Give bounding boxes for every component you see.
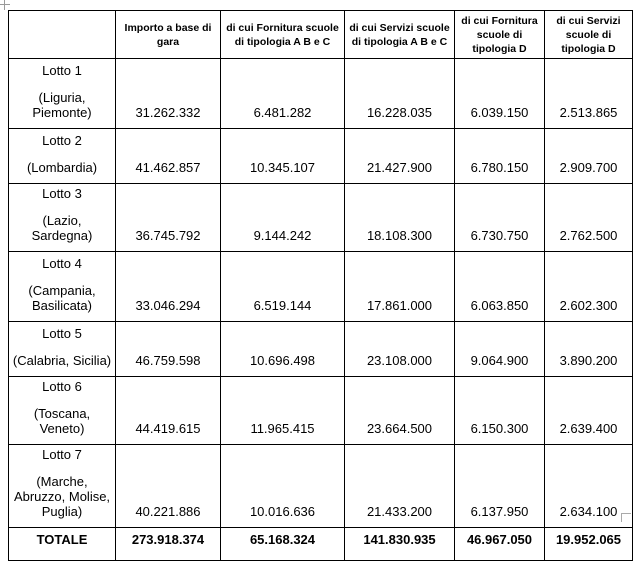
total-value-cell: 141.830.935 <box>345 528 455 561</box>
lotto-name: Lotto 3 <box>42 186 82 201</box>
value-cell: 2.634.100 <box>545 445 633 528</box>
value-cell: 2.602.300 <box>545 252 633 322</box>
table-row-totale <box>9 528 633 561</box>
column-header-importo: Importo a base di gara <box>116 11 221 59</box>
value-cell: 9.064.900 <box>455 322 545 377</box>
value-cell: 46.759.598 <box>116 322 221 377</box>
empty-header-cell <box>9 11 116 59</box>
lotto-name: Lotto 6 <box>42 379 82 394</box>
value-cell: 6.137.950 <box>455 445 545 528</box>
table-row-lotto-5 <box>9 322 633 377</box>
value-cell: 10.345.107 <box>221 129 345 184</box>
value-cell: 6.730.750 <box>455 184 545 252</box>
value-cell: 9.144.242 <box>221 184 345 252</box>
value-cell: 2.513.865 <box>545 59 633 129</box>
value-cell: 3.890.200 <box>545 322 633 377</box>
value-cell: 23.664.500 <box>345 377 455 445</box>
value-cell: 2.909.700 <box>545 129 633 184</box>
column-header-fornitura-d: di cui Fornitura scuole di tipologia D <box>455 11 545 59</box>
lotto-name: Lotto 4 <box>42 256 82 271</box>
table-anchor-mark <box>0 0 10 10</box>
value-cell: 41.462.857 <box>116 129 221 184</box>
total-value-cell: 65.168.324 <box>221 528 345 561</box>
value-cell: 17.861.000 <box>345 252 455 322</box>
value-cell: 21.433.200 <box>345 445 455 528</box>
value-cell: 2.762.500 <box>545 184 633 252</box>
value-cell: 23.108.000 <box>345 322 455 377</box>
lotto-label-cell <box>9 184 116 252</box>
value-cell: 21.427.900 <box>345 129 455 184</box>
lotto-regions: (Campania, Basilicata) <box>28 283 96 313</box>
column-header-servizi-abc: di cui Servizi scuole di tipologia A B e C <box>345 11 455 59</box>
value-cell: 40.221.886 <box>116 445 221 528</box>
lotto-regions: (Calabria, Sicilia) <box>12 353 112 368</box>
value-cell: 31.262.332 <box>116 59 221 129</box>
table-row-lotto-6 <box>9 377 633 445</box>
lotto-regions: (Lazio, Sardegna) <box>31 213 93 243</box>
value-cell: 18.108.300 <box>345 184 455 252</box>
lotto-label-cell <box>9 377 116 445</box>
table-row-lotto-7 <box>9 445 633 528</box>
value-cell: 6.039.150 <box>455 59 545 129</box>
lotto-label-cell <box>9 322 116 377</box>
lotto-name: Lotto 7 <box>42 447 82 462</box>
lotto-name: Lotto 2 <box>42 133 82 148</box>
value-cell: 2.639.400 <box>545 377 633 445</box>
value-cell: 16.228.035 <box>345 59 455 129</box>
value-cell: 11.965.415 <box>221 377 345 445</box>
table-row-lotto-3 <box>9 184 633 252</box>
value-cell: 6.780.150 <box>455 129 545 184</box>
table-row-lotto-2 <box>9 129 633 184</box>
lotto-label-cell <box>9 129 116 184</box>
value-cell: 6.481.282 <box>221 59 345 129</box>
value-cell: 36.745.792 <box>116 184 221 252</box>
column-header-fornitura-abc: di cui Fornitura scuole di tipologia A B e C <box>221 11 345 59</box>
value-cell: 6.519.144 <box>221 252 345 322</box>
lotto-regions: (Liguria, Piemonte) <box>32 90 92 120</box>
value-cell: 44.419.615 <box>116 377 221 445</box>
total-value-cell: 46.967.050 <box>455 528 545 561</box>
value-cell: 10.016.636 <box>221 445 345 528</box>
lotti-table <box>8 10 633 561</box>
value-cell: 6.063.850 <box>455 252 545 322</box>
total-label: TOTALE <box>9 528 116 561</box>
column-header-servizi-d: di cui Servizi scuole di tipologia D <box>545 11 633 59</box>
total-value-cell: 19.952.065 <box>545 528 633 561</box>
lotto-name: Lotto 5 <box>42 326 82 341</box>
header-row <box>9 11 633 59</box>
lotto-name: Lotto 1 <box>42 63 82 78</box>
table-row-lotto-1 <box>9 59 633 129</box>
lotto-regions: (Lombardia) <box>26 160 98 175</box>
lotto-regions: (Marche, Abruzzo, Molise, Puglia) <box>13 474 111 519</box>
value-cell: 33.046.294 <box>116 252 221 322</box>
total-value-cell: 273.918.374 <box>116 528 221 561</box>
resize-corner-mark <box>621 513 631 522</box>
lotto-regions: (Toscana, Veneto) <box>33 406 91 436</box>
table-row-lotto-4 <box>9 252 633 322</box>
lotto-label-cell <box>9 59 116 129</box>
value-cell: 10.696.498 <box>221 322 345 377</box>
lotto-label-cell <box>9 445 116 528</box>
value-cell: 6.150.300 <box>455 377 545 445</box>
lotto-label-cell <box>9 252 116 322</box>
